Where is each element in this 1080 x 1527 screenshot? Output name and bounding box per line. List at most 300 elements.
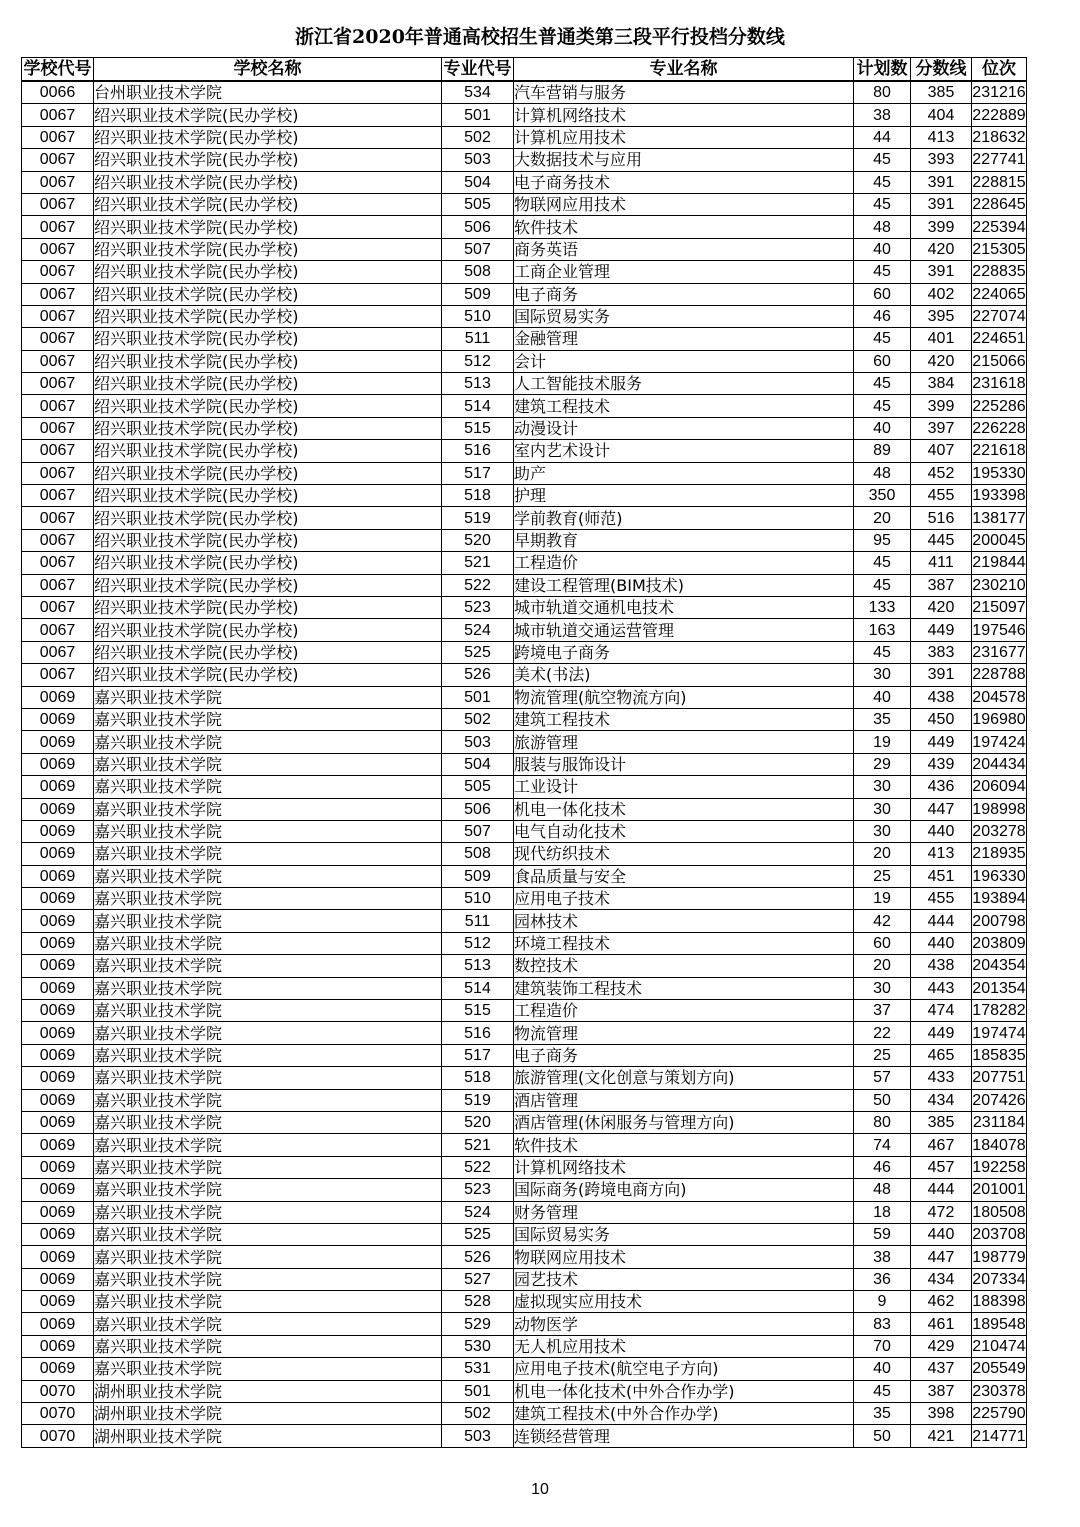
plan-count-cell: 38 (854, 104, 911, 126)
table-row (22, 686, 1027, 708)
plan-count-cell: 70 (854, 1335, 911, 1357)
major-code-cell: 528 (442, 1291, 514, 1313)
major-name-cell: 酒店管理 (514, 1089, 854, 1111)
school-code-cell: 0069 (22, 1223, 94, 1245)
table-row (22, 552, 1027, 574)
rank-cell: 197546 (972, 619, 1027, 641)
major-name-cell: 人工智能技术服务 (514, 373, 854, 395)
table-row (22, 865, 1027, 887)
rank-cell: 231216 (972, 81, 1027, 104)
school-code-cell: 0067 (22, 283, 94, 305)
table-row (22, 440, 1027, 462)
score-line-cell: 440 (911, 932, 972, 954)
rank-cell: 204434 (972, 753, 1027, 775)
table-row (22, 820, 1027, 842)
major-name-cell: 电子商务 (514, 283, 854, 305)
major-name-cell: 城市轨道交通机电技术 (514, 596, 854, 618)
table-row (22, 1268, 1027, 1290)
plan-count-cell: 40 (854, 417, 911, 439)
major-name-cell: 计算机网络技术 (514, 104, 854, 126)
school-code-cell: 0067 (22, 328, 94, 350)
school-name-cell: 嘉兴职业技术学院 (94, 1335, 442, 1357)
rank-cell: 227074 (972, 305, 1027, 327)
score-line-cell: 462 (911, 1291, 972, 1313)
rank-cell: 225394 (972, 216, 1027, 238)
major-name-cell: 旅游管理(文化创意与策划方向) (514, 1067, 854, 1089)
plan-count-cell: 60 (854, 932, 911, 954)
plan-count-cell: 22 (854, 1022, 911, 1044)
major-name-cell: 物流管理 (514, 1022, 854, 1044)
score-line-cell: 421 (911, 1425, 972, 1447)
table-row (22, 395, 1027, 417)
school-code-cell: 0067 (22, 104, 94, 126)
plan-count-cell: 45 (854, 149, 911, 171)
school-name-cell: 绍兴职业技术学院(民办学校) (94, 328, 442, 350)
school-code-cell: 0069 (22, 888, 94, 910)
school-name-cell: 湖州职业技术学院 (94, 1403, 442, 1425)
major-name-cell: 助产 (514, 462, 854, 484)
school-name-cell: 嘉兴职业技术学院 (94, 1134, 442, 1156)
major-name-cell: 计算机网络技术 (514, 1156, 854, 1178)
school-name-cell: 绍兴职业技术学院(民办学校) (94, 462, 442, 484)
major-name-cell: 财务管理 (514, 1201, 854, 1223)
table-row (22, 1335, 1027, 1357)
school-name-cell: 嘉兴职业技术学院 (94, 865, 442, 887)
school-name-cell: 嘉兴职业技术学院 (94, 843, 442, 865)
score-line-cell: 384 (911, 373, 972, 395)
school-code-cell: 0069 (22, 910, 94, 932)
major-code-cell: 524 (442, 1201, 514, 1223)
page-title: 浙江省2020年普通高校招生普通类第三段平行投档分数线 (295, 26, 785, 48)
school-name-cell: 嘉兴职业技术学院 (94, 1067, 442, 1089)
score-line-cell: 391 (911, 171, 972, 193)
score-line-cell: 387 (911, 1380, 972, 1402)
major-code-cell: 523 (442, 596, 514, 618)
major-name-cell: 物流管理(航空物流方向) (514, 686, 854, 708)
plan-count-cell: 80 (854, 1111, 911, 1133)
score-line-cell: 438 (911, 686, 972, 708)
plan-count-cell: 35 (854, 1403, 911, 1425)
school-code-cell: 0067 (22, 485, 94, 507)
major-name-cell: 工程造价 (514, 552, 854, 574)
school-code-cell: 0069 (22, 776, 94, 798)
major-name-cell: 国际商务(跨境电商方向) (514, 1179, 854, 1201)
major-code-cell: 505 (442, 776, 514, 798)
school-code-cell: 0069 (22, 1156, 94, 1178)
major-name-cell: 电子商务 (514, 1044, 854, 1066)
major-name-cell: 服装与服饰设计 (514, 753, 854, 775)
rank-cell: 228788 (972, 664, 1027, 686)
plan-count-cell: 40 (854, 1358, 911, 1380)
major-code-cell: 511 (442, 328, 514, 350)
major-code-cell: 518 (442, 1067, 514, 1089)
rank-cell: 231184 (972, 1111, 1027, 1133)
school-code-cell: 0070 (22, 1403, 94, 1425)
major-name-cell: 建筑工程技术(中外合作办学) (514, 1403, 854, 1425)
score-line-cell: 391 (911, 193, 972, 215)
plan-count-cell: 45 (854, 261, 911, 283)
rank-cell: 219844 (972, 552, 1027, 574)
plan-count-cell: 30 (854, 776, 911, 798)
score-line-cell: 444 (911, 1179, 972, 1201)
school-code-cell: 0069 (22, 1268, 94, 1290)
school-name-cell: 湖州职业技术学院 (94, 1380, 442, 1402)
school-code-cell: 0067 (22, 395, 94, 417)
school-code-cell: 0067 (22, 417, 94, 439)
school-name-cell: 嘉兴职业技术学院 (94, 731, 442, 753)
school-code-cell: 0067 (22, 305, 94, 327)
school-code-cell: 0069 (22, 753, 94, 775)
major-name-cell: 早期教育 (514, 529, 854, 551)
score-line-cell: 439 (911, 753, 972, 775)
header-plan-count: 计划数 (854, 58, 911, 82)
plan-count-cell: 89 (854, 440, 911, 462)
major-name-cell: 汽车营销与服务 (514, 81, 854, 104)
plan-count-cell: 60 (854, 350, 911, 372)
major-code-cell: 514 (442, 977, 514, 999)
table-row (22, 462, 1027, 484)
school-code-cell: 0069 (22, 731, 94, 753)
table-row (22, 328, 1027, 350)
school-name-cell: 绍兴职业技术学院(民办学校) (94, 664, 442, 686)
major-code-cell: 513 (442, 373, 514, 395)
table-row (22, 350, 1027, 372)
header-score-line: 分数线 (911, 58, 972, 82)
major-name-cell: 酒店管理(休闲服务与管理方向) (514, 1111, 854, 1133)
score-line-cell: 411 (911, 552, 972, 574)
major-code-cell: 501 (442, 686, 514, 708)
major-name-cell: 护理 (514, 485, 854, 507)
school-code-cell: 0069 (22, 1358, 94, 1380)
rank-cell: 189548 (972, 1313, 1027, 1335)
school-name-cell: 嘉兴职业技术学院 (94, 977, 442, 999)
plan-count-cell: 45 (854, 552, 911, 574)
score-line-cell: 413 (911, 126, 972, 148)
major-name-cell: 物联网应用技术 (514, 193, 854, 215)
major-code-cell: 510 (442, 888, 514, 910)
major-code-cell: 518 (442, 485, 514, 507)
header-school-name: 学校名称 (94, 58, 442, 82)
major-code-cell: 517 (442, 1044, 514, 1066)
major-name-cell: 软件技术 (514, 216, 854, 238)
rank-cell: 204354 (972, 955, 1027, 977)
rank-cell: 193894 (972, 888, 1027, 910)
major-code-cell: 509 (442, 283, 514, 305)
score-line-cell: 467 (911, 1134, 972, 1156)
score-line-cell: 444 (911, 910, 972, 932)
score-table (21, 57, 1027, 1448)
plan-count-cell: 46 (854, 305, 911, 327)
school-code-cell: 0067 (22, 216, 94, 238)
major-code-cell: 522 (442, 1156, 514, 1178)
rank-cell: 215097 (972, 596, 1027, 618)
plan-count-cell: 48 (854, 1179, 911, 1201)
table-row (22, 574, 1027, 596)
plan-count-cell: 45 (854, 1380, 911, 1402)
table-row (22, 977, 1027, 999)
rank-cell: 195330 (972, 462, 1027, 484)
major-name-cell: 工商企业管理 (514, 261, 854, 283)
major-name-cell: 美术(书法) (514, 664, 854, 686)
major-name-cell: 机电一体化技术(中外合作办学) (514, 1380, 854, 1402)
major-code-cell: 525 (442, 641, 514, 663)
table-row (22, 1000, 1027, 1022)
score-line-cell: 455 (911, 888, 972, 910)
major-code-cell: 504 (442, 753, 514, 775)
school-code-cell: 0069 (22, 1291, 94, 1313)
school-name-cell: 绍兴职业技术学院(民办学校) (94, 350, 442, 372)
major-code-cell: 534 (442, 81, 514, 104)
header-rank: 位次 (972, 58, 1027, 82)
rank-cell: 203708 (972, 1223, 1027, 1245)
school-name-cell: 绍兴职业技术学院(民办学校) (94, 417, 442, 439)
school-name-cell: 绍兴职业技术学院(民办学校) (94, 216, 442, 238)
plan-count-cell: 48 (854, 462, 911, 484)
plan-count-cell: 44 (854, 126, 911, 148)
rank-cell: 197474 (972, 1022, 1027, 1044)
table-row (22, 1156, 1027, 1178)
major-code-cell: 529 (442, 1313, 514, 1335)
school-code-cell: 0069 (22, 1313, 94, 1335)
table-row (22, 216, 1027, 238)
table-row (22, 149, 1027, 171)
school-name-cell: 嘉兴职业技术学院 (94, 1044, 442, 1066)
page-number: 10 (531, 1481, 549, 1498)
major-name-cell: 应用电子技术 (514, 888, 854, 910)
major-name-cell: 数控技术 (514, 955, 854, 977)
score-line-cell: 445 (911, 529, 972, 551)
major-code-cell: 503 (442, 731, 514, 753)
school-name-cell: 嘉兴职业技术学院 (94, 708, 442, 730)
score-line-cell: 461 (911, 1313, 972, 1335)
score-line-cell: 440 (911, 820, 972, 842)
score-line-cell: 399 (911, 395, 972, 417)
school-code-cell: 0069 (22, 1335, 94, 1357)
major-code-cell: 502 (442, 1403, 514, 1425)
plan-count-cell: 50 (854, 1425, 911, 1447)
school-code-cell: 0067 (22, 373, 94, 395)
score-line-cell: 385 (911, 1111, 972, 1133)
school-code-cell: 0067 (22, 149, 94, 171)
score-line-cell: 440 (911, 1223, 972, 1245)
score-line-cell: 385 (911, 81, 972, 104)
school-code-cell: 0069 (22, 1246, 94, 1268)
score-line-cell: 397 (911, 417, 972, 439)
school-name-cell: 绍兴职业技术学院(民办学校) (94, 596, 442, 618)
score-line-cell: 450 (911, 708, 972, 730)
rank-cell: 230210 (972, 574, 1027, 596)
rank-cell: 224651 (972, 328, 1027, 350)
table-row (22, 955, 1027, 977)
plan-count-cell: 45 (854, 171, 911, 193)
score-line-cell: 434 (911, 1089, 972, 1111)
major-code-cell: 516 (442, 440, 514, 462)
major-name-cell: 食品质量与安全 (514, 865, 854, 887)
school-code-cell: 0069 (22, 686, 94, 708)
plan-count-cell: 30 (854, 820, 911, 842)
score-line-cell: 420 (911, 596, 972, 618)
major-code-cell: 521 (442, 1134, 514, 1156)
rank-cell: 225790 (972, 1403, 1027, 1425)
score-line-cell: 449 (911, 1022, 972, 1044)
school-code-cell: 0067 (22, 507, 94, 529)
major-name-cell: 环境工程技术 (514, 932, 854, 954)
plan-count-cell: 163 (854, 619, 911, 641)
table-row (22, 238, 1027, 260)
table-row (22, 1291, 1027, 1313)
rank-cell: 221618 (972, 440, 1027, 462)
school-name-cell: 绍兴职业技术学院(民办学校) (94, 149, 442, 171)
major-code-cell: 514 (442, 395, 514, 417)
school-name-cell: 嘉兴职业技术学院 (94, 888, 442, 910)
rank-cell: 207751 (972, 1067, 1027, 1089)
school-code-cell: 0067 (22, 664, 94, 686)
plan-count-cell: 60 (854, 283, 911, 305)
score-line-cell: 449 (911, 731, 972, 753)
major-name-cell: 商务英语 (514, 238, 854, 260)
major-code-cell: 515 (442, 1000, 514, 1022)
school-code-cell: 0069 (22, 932, 94, 954)
plan-count-cell: 42 (854, 910, 911, 932)
table-row (22, 910, 1027, 932)
score-line-cell: 407 (911, 440, 972, 462)
school-code-cell: 0067 (22, 596, 94, 618)
rank-cell: 193398 (972, 485, 1027, 507)
score-line-cell: 455 (911, 485, 972, 507)
rank-cell: 228835 (972, 261, 1027, 283)
rank-cell: 201354 (972, 977, 1027, 999)
plan-count-cell: 36 (854, 1268, 911, 1290)
school-code-cell: 0067 (22, 574, 94, 596)
score-line-cell: 429 (911, 1335, 972, 1357)
school-name-cell: 绍兴职业技术学院(民办学校) (94, 395, 442, 417)
school-name-cell: 绍兴职业技术学院(民办学校) (94, 373, 442, 395)
rank-cell: 206094 (972, 776, 1027, 798)
table-row (22, 1358, 1027, 1380)
major-code-cell: 519 (442, 507, 514, 529)
major-code-cell: 508 (442, 261, 514, 283)
score-line-cell: 516 (911, 507, 972, 529)
rank-cell: 192258 (972, 1156, 1027, 1178)
plan-count-cell: 29 (854, 753, 911, 775)
school-code-cell: 0069 (22, 843, 94, 865)
school-code-cell: 0069 (22, 865, 94, 887)
plan-count-cell: 19 (854, 731, 911, 753)
rank-cell: 180508 (972, 1201, 1027, 1223)
rank-cell: 188398 (972, 1291, 1027, 1313)
school-name-cell: 绍兴职业技术学院(民办学校) (94, 641, 442, 663)
school-code-cell: 0067 (22, 619, 94, 641)
plan-count-cell: 48 (854, 216, 911, 238)
school-name-cell: 嘉兴职业技术学院 (94, 798, 442, 820)
school-name-cell: 嘉兴职业技术学院 (94, 932, 442, 954)
table-row (22, 126, 1027, 148)
table-row (22, 776, 1027, 798)
score-line-cell: 451 (911, 865, 972, 887)
plan-count-cell: 46 (854, 1156, 911, 1178)
table-row (22, 1179, 1027, 1201)
rank-cell: 198998 (972, 798, 1027, 820)
school-code-cell: 0069 (22, 798, 94, 820)
score-line-cell: 391 (911, 664, 972, 686)
school-name-cell: 嘉兴职业技术学院 (94, 910, 442, 932)
major-code-cell: 505 (442, 193, 514, 215)
major-code-cell: 501 (442, 104, 514, 126)
score-line-cell: 474 (911, 1000, 972, 1022)
school-code-cell: 0069 (22, 1067, 94, 1089)
plan-count-cell: 80 (854, 81, 911, 104)
major-code-cell: 524 (442, 619, 514, 641)
score-line-cell: 447 (911, 798, 972, 820)
school-code-cell: 0067 (22, 641, 94, 663)
score-line-cell: 433 (911, 1067, 972, 1089)
major-code-cell: 506 (442, 216, 514, 238)
school-name-cell: 嘉兴职业技术学院 (94, 1223, 442, 1245)
school-code-cell: 0067 (22, 529, 94, 551)
header-major-name: 专业名称 (514, 58, 854, 82)
table-row (22, 1403, 1027, 1425)
plan-count-cell: 40 (854, 686, 911, 708)
rank-cell: 203278 (972, 820, 1027, 842)
major-name-cell: 电子商务技术 (514, 171, 854, 193)
school-name-cell: 嘉兴职业技术学院 (94, 1022, 442, 1044)
major-name-cell: 建筑装饰工程技术 (514, 977, 854, 999)
table-row (22, 81, 1027, 104)
major-code-cell: 512 (442, 350, 514, 372)
school-name-cell: 嘉兴职业技术学院 (94, 1358, 442, 1380)
rank-cell: 204578 (972, 686, 1027, 708)
school-code-cell: 0069 (22, 1022, 94, 1044)
plan-count-cell: 133 (854, 596, 911, 618)
school-code-cell: 0067 (22, 193, 94, 215)
rank-cell: 228815 (972, 171, 1027, 193)
major-code-cell: 512 (442, 932, 514, 954)
major-name-cell: 物联网应用技术 (514, 1246, 854, 1268)
plan-count-cell: 37 (854, 1000, 911, 1022)
plan-count-cell: 9 (854, 1291, 911, 1313)
table-row (22, 843, 1027, 865)
table-row (22, 596, 1027, 618)
plan-count-cell: 19 (854, 888, 911, 910)
major-code-cell: 522 (442, 574, 514, 596)
major-name-cell: 软件技术 (514, 1134, 854, 1156)
school-name-cell: 绍兴职业技术学院(民办学校) (94, 261, 442, 283)
major-name-cell: 建设工程管理(BIM技术) (514, 574, 854, 596)
plan-count-cell: 45 (854, 328, 911, 350)
rank-cell: 228645 (972, 193, 1027, 215)
school-code-cell: 0067 (22, 440, 94, 462)
school-code-cell: 0069 (22, 820, 94, 842)
table-row (22, 619, 1027, 641)
table-row (22, 798, 1027, 820)
table-row (22, 417, 1027, 439)
score-line-cell: 398 (911, 1403, 972, 1425)
plan-count-cell: 30 (854, 798, 911, 820)
school-name-cell: 嘉兴职业技术学院 (94, 1156, 442, 1178)
major-name-cell: 工程造价 (514, 1000, 854, 1022)
score-line-cell: 404 (911, 104, 972, 126)
score-line-cell: 393 (911, 149, 972, 171)
score-line-cell: 402 (911, 283, 972, 305)
school-code-cell: 0067 (22, 350, 94, 372)
table-row (22, 641, 1027, 663)
school-code-cell: 0067 (22, 462, 94, 484)
score-line-cell: 472 (911, 1201, 972, 1223)
plan-count-cell: 57 (854, 1067, 911, 1089)
table-row (22, 283, 1027, 305)
plan-count-cell: 25 (854, 1044, 911, 1066)
table-row (22, 507, 1027, 529)
